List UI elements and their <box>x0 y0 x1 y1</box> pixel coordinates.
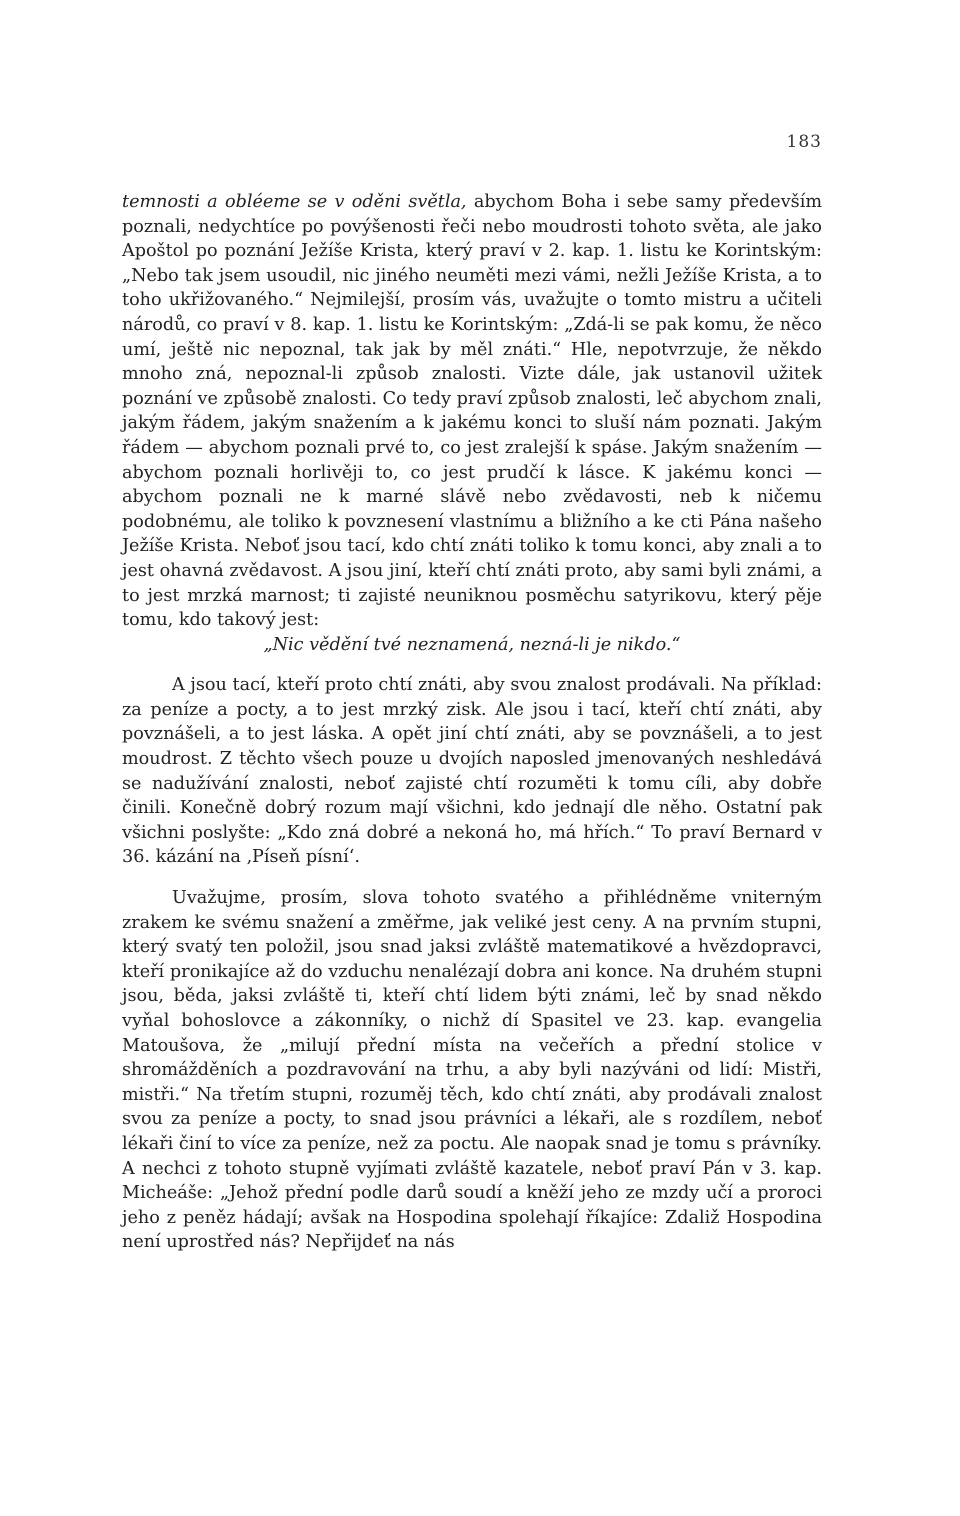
verse-quote: „Nic vědění tvé neznamená, nezná-li je nikdo.“ <box>263 634 681 655</box>
paragraph-2: A jsou tací, kteří proto chtí znáti, aby svou znalost prodávali. Na příklad: za peníze a pocty, a to jest mrzký zisk. Ale jsou i tací, kteří chtí znáti, aby povznášeli, a to jest láska. A opět jiní chtí znáti, aby se povznášeli, a to jest moudrost. Z těchto všech pouze u dvojích naposled jmenovaných neshledává se nadužívání znalosti, neboť zajisté chtí rozuměti k tomu cíli, aby dobře činili. Konečně dobrý rozum mají všichni, kdo jednají dle něho. Ostatní pak všichni poslyšte: „Kdo zná dobré a nekoná ho, má hřích.“ To praví Bernard v 36. kázání na ‚Píseň písní‘. <box>122 675 822 868</box>
paragraph-gap <box>122 870 822 886</box>
paragraph-1 <box>122 190 822 633</box>
page-number: 183 <box>786 132 822 152</box>
body-text <box>122 190 822 1255</box>
paragraph-gap <box>122 657 822 673</box>
paragraph-1-text: abychom Boha i sebe samy především poznali, nedychtíce po povýšenosti řeči nebo moudrosti tohoto světa, ale jako Apoštol po poznání Ježíše Krista, který praví v 2. kap. 1. listu ke Korintským: „Nebo tak jsem usoudil, nic jiného neuměti mezi vámi, nežli Ježíše Krista, a to toho ukřižovaného.“ Nejmilejší, prosím vás, uvažujte o tomto mistru a učiteli národů, co praví v 8. kap. 1. listu ke Korintským: „Zdá-li se pak komu, že něco umí, ještě nic nepoznal, tak jak by měl znáti.“ Hle, nepotvrzuje, že někdo mnoho zná, nepoznal-li způsob znalosti. Vizte dále, jak ustanovil užitek poznání ve způsobě znalosti. Co tedy praví způsob znalosti, leč abychom znali, jakým řádem, jakým snažením a k jakému konci to sluší nám poznati. Jakým řádem — abychom poznali prvé to, co jest zralejší k spáse. Jakým snažením — abychom poznali horlivěji to, co jest prudčí k lásce. K jakému konci — abychom poznali ne k marné slávě nebo zvědavosti, neb k ničemu podobnému, ale toliko k povznesení vlastnímu a bližního a ke cti Pána našeho Ježíše Krista. Neboť jsou tací, kdo chtí znáti toliko k tomu konci, aby znali a to jest ohavná zvědavost. A jsou jiní, kteří chtí znáti proto, aby sami byli známi, a to jest mrzká marnost; ti zajisté neuniknou posměchu satyrikovu, který pěje tomu, kdo takový jest: <box>122 192 822 631</box>
paragraph-3: Uvažujme, prosím, slova tohoto svatého a přihlédněme vniterným zrakem ke svému snažení a změřme, jak veliké jest ceny. A na prvním stupni, který svatý ten položil, jsou snad jaksi zvláště matematikové a hvězdopravci, kteří pronikajíce až do vzduchu nenalézají dobra ani konce. Na druhém stupni jsou, běda, jaksi zvláště ti, kteří chtí lidem býti známi, leč by snad někdo vyňal bohoslovce a zákonníky, o nichž dí Spasitel ve 23. kap. evangelia Matoušova, že „milují přední místa na večeřích a přední stolice v shromážděních a pozdravování na trhu, a aby byli nazýváni od lidí: Mistři, mistři.“ Na třetím stupni, rozuměj těch, kdo chtí znáti, aby prodávali znalost svou za peníze a pocty, to snad jsou právníci a lékaři, ale s rozdílem, neboť lékaři činí to více za peníze, než za poctu. Ale naopak snad je tomu s právníky. A nechci z tohoto stupně vyjímati zvláště kazatele, neboť praví Pán v 3. kap. Micheáše: „Jehož přední podle darů soudí a kněží jeho ze mzdy učí a proroci jeho z peněz hádají; avšak na Hospodina spolehají říkajíce: Zdaliž Hospodina není uprostřed nás? Nepřijdeť na nás <box>122 888 822 1253</box>
paragraph-1-italic-opening: temnosti a obléeme se v oděni světla, <box>122 192 467 212</box>
